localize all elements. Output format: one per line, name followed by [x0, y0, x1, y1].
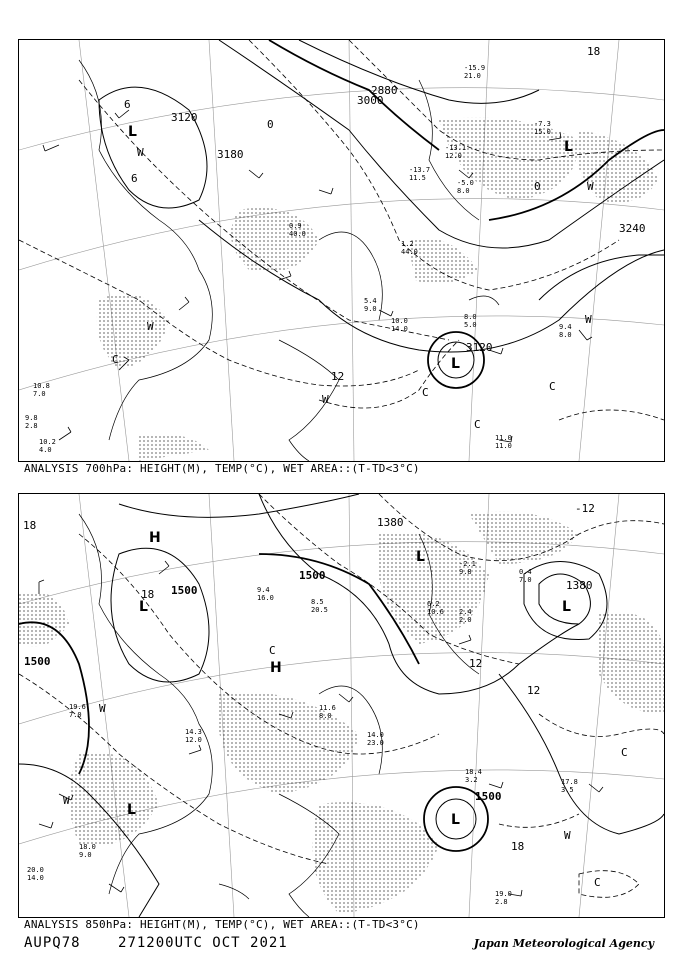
- station-temperature: 5.4: [364, 297, 377, 305]
- high-pressure-center: H: [149, 530, 161, 546]
- height-label: 1500: [24, 655, 51, 668]
- station-dewpoint-depression: 9.0: [79, 851, 92, 859]
- station-temperature: 8.0: [464, 313, 477, 321]
- temperature-label: 0: [267, 118, 274, 131]
- height-label: 3240: [619, 222, 646, 235]
- low-pressure-center: L: [564, 139, 573, 155]
- temperature-label: 12: [331, 370, 345, 383]
- bulletin-header: [24, 935, 288, 951]
- height-label: 3000: [357, 94, 384, 107]
- cold-center: C: [112, 353, 119, 366]
- station-temperature: 8.5: [311, 598, 324, 606]
- temperature-label: 18: [141, 588, 155, 601]
- station-temperature: 10.2: [39, 438, 56, 446]
- station-temperature: -7.3: [534, 120, 551, 128]
- height-label: 2880: [371, 84, 398, 97]
- warm-center: W: [585, 313, 592, 326]
- station-temperature: 2.4: [459, 608, 472, 616]
- wet-areas: [19, 512, 664, 915]
- temperature-label: 18: [511, 840, 525, 853]
- warm-center: W: [564, 829, 571, 842]
- temperature-label: 12: [527, 684, 541, 697]
- temperature-label: 18: [587, 45, 601, 58]
- low-pressure-center: L: [416, 549, 425, 565]
- height-label: 1500: [475, 790, 502, 803]
- station-temperature: 18.0: [79, 843, 96, 851]
- station-dewpoint-depression: 14.0: [391, 325, 408, 333]
- low-pressure-center: L: [139, 599, 148, 615]
- bulletin-id: AUPQ78: [24, 935, 81, 951]
- station-dewpoint-depression: 16.0: [257, 594, 274, 602]
- station-dewpoint-depression: 7.0: [69, 711, 82, 719]
- station-temperature: 14.3: [185, 728, 202, 736]
- station-temperature: 19.0: [495, 890, 512, 898]
- cold-center: C: [549, 380, 556, 393]
- warm-center: W: [99, 702, 106, 715]
- station-dewpoint-depression: 2.8: [495, 898, 508, 906]
- station-temperature: 9.4: [559, 323, 572, 331]
- temperature-label: 18: [23, 519, 37, 532]
- station-dewpoint-depression: 10.6: [427, 608, 444, 616]
- station-temperature: 0.4: [519, 568, 532, 576]
- station-temperature: 1.2: [401, 240, 414, 248]
- station-dewpoint-depression: 2.0: [459, 616, 472, 624]
- station-dewpoint-depression: 14.0: [27, 874, 44, 882]
- low-pressure-center: L: [451, 812, 460, 828]
- temperature-label: 6: [131, 172, 138, 185]
- height-label: 1500: [299, 569, 326, 582]
- low-pressure-center: L: [128, 124, 137, 140]
- station-dewpoint-depression: 11.5: [409, 174, 426, 182]
- station-dewpoint-depression: 11.0: [495, 442, 512, 450]
- station-dewpoint-depression: 3.2: [465, 776, 478, 784]
- station-temperature: 0.9: [289, 222, 302, 230]
- station-temperature: 10.8: [33, 382, 50, 390]
- station-temperature: 14.0: [367, 731, 384, 739]
- cold-center: C: [422, 386, 429, 399]
- station-temperature: 17.8: [561, 778, 578, 786]
- station-dewpoint-depression: 12.0: [185, 736, 202, 744]
- warm-center: W: [137, 146, 144, 159]
- station-dewpoint-depression: 40.0: [289, 230, 306, 238]
- station-dewpoint-depression: 8.0: [559, 331, 572, 339]
- chart-caption-700hpa: ANALYSIS 700hPa: HEIGHT(M), TEMP(°C), WET AREA::(T-TD<3°C): [24, 462, 420, 475]
- station-temperature: 9.4: [257, 586, 270, 594]
- warm-center: W: [147, 320, 154, 333]
- station-dewpoint-depression: 44.0: [401, 248, 418, 256]
- temperature-label: -12: [575, 502, 595, 515]
- station-dewpoint-depression: 9.0: [364, 305, 377, 313]
- station-temperature: 19.6: [69, 703, 86, 711]
- warm-center: W: [587, 180, 594, 193]
- station-dewpoint-depression: 5.0: [464, 321, 477, 329]
- low-pressure-center: L: [451, 356, 460, 372]
- station-temperature: -15.9: [464, 64, 486, 72]
- chart-caption-850hpa: ANALYSIS 850hPa: HEIGHT(M), TEMP(°C), WET AREA::(T-TD<3°C): [24, 918, 420, 931]
- cold-center: C: [269, 644, 276, 657]
- height-label: 3120: [171, 111, 198, 124]
- warm-center: W: [322, 393, 329, 406]
- station-temperature: 9.8: [25, 414, 38, 422]
- cold-center: C: [474, 418, 481, 431]
- station-dewpoint-depression: 8.0: [457, 187, 470, 195]
- station-temperature: 6.2: [427, 600, 440, 608]
- station-temperature: -5.0: [457, 179, 474, 187]
- height-label: 1380: [566, 579, 593, 592]
- height-label: 3120: [466, 341, 493, 354]
- low-pressure-center: L: [562, 599, 571, 615]
- weather-map-850hpa: [19, 494, 664, 917]
- height-label: 1380: [377, 516, 404, 529]
- high-pressure-center: H: [270, 660, 282, 676]
- agency-credit: Japan Meteorological Agency: [473, 937, 654, 950]
- station-temperature: 18.4: [465, 768, 482, 776]
- height-label: 1500: [171, 584, 198, 597]
- station-dewpoint-depression: 8.0: [319, 712, 332, 720]
- warm-center: W: [63, 794, 70, 807]
- station-dewpoint-depression: 21.0: [464, 72, 481, 80]
- station-dewpoint-depression: 3.5: [561, 786, 574, 794]
- temperature-label: 0: [534, 180, 541, 193]
- chart-panel-850hpa: [18, 493, 665, 918]
- station-dewpoint-depression: 23.0: [367, 739, 384, 747]
- station-dewpoint-depression: 15.0: [534, 128, 551, 136]
- station-dewpoint-depression: 2.8: [25, 422, 38, 430]
- cold-center: C: [594, 876, 601, 889]
- chart-panel-700hpa: [18, 39, 665, 462]
- station-dewpoint-depression: 9.8: [459, 568, 472, 576]
- weather-map-700hpa: [19, 40, 664, 461]
- station-temperature: 10.0: [391, 317, 408, 325]
- low-pressure-center: L: [127, 802, 136, 818]
- graticule: [19, 40, 664, 461]
- station-dewpoint-depression: 7.0: [519, 576, 532, 584]
- station-dewpoint-depression: 20.5: [311, 606, 328, 614]
- temperature-label: 6: [124, 98, 131, 111]
- valid-time: 271200UTC OCT 2021: [118, 935, 288, 951]
- station-dewpoint-depression: 12.0: [445, 152, 462, 160]
- wet-areas: [97, 118, 660, 462]
- temperature-label: 12: [469, 657, 483, 670]
- station-temperature: -13.7: [409, 166, 431, 174]
- station-temperature: 11.6: [319, 704, 336, 712]
- station-dewpoint-depression: 7.0: [33, 390, 46, 398]
- station-temperature: -2.1: [459, 560, 476, 568]
- cold-center: C: [621, 746, 628, 759]
- station-temperature: 11.0: [495, 434, 512, 442]
- height-label: 3180: [217, 148, 244, 161]
- station-temperature: -13.1: [445, 144, 467, 152]
- station-dewpoint-depression: 4.0: [39, 446, 52, 454]
- station-temperature: 20.0: [27, 866, 44, 874]
